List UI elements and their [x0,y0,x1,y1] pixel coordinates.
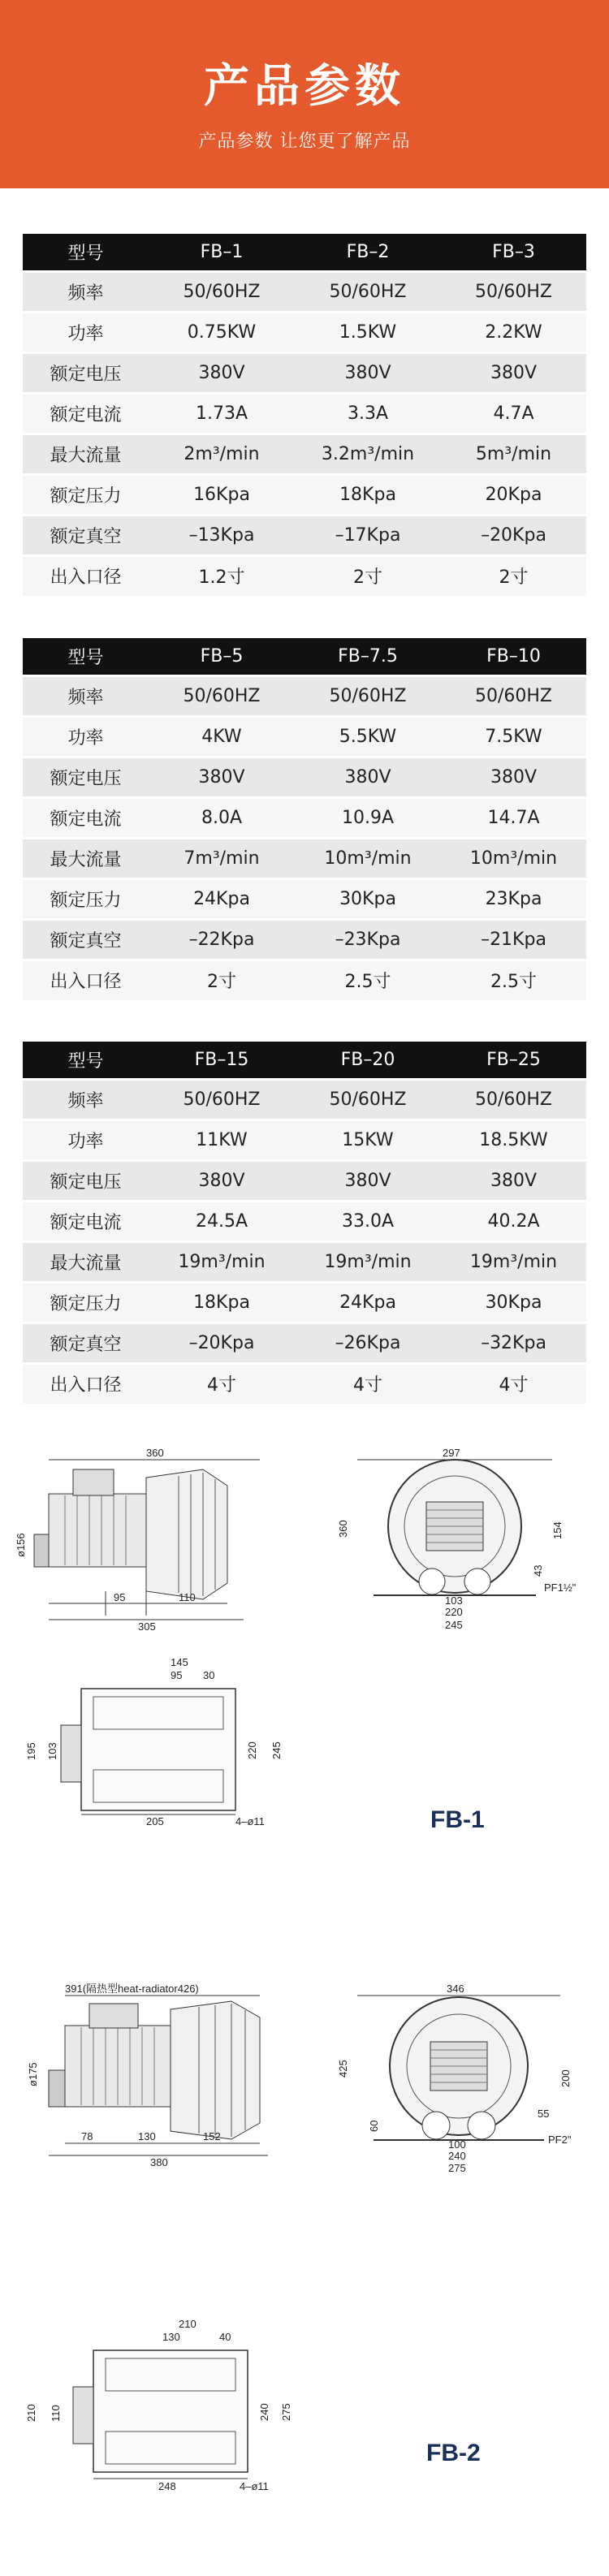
table-row [23,474,586,515]
table-cell: –20Kpa [441,515,586,555]
dim-text: 100 [448,2138,466,2151]
header-cell: FB–20 [295,1042,441,1079]
dim-text: 4–ø11 [235,1815,265,1827]
table-cell: 50/60HZ [295,1079,441,1120]
row-label: 额定压力 [23,878,149,919]
table-cell: 380V [149,757,295,797]
table-row [23,1079,586,1120]
table-cell: 50/60HZ [295,675,441,716]
table-header-row [23,1042,586,1079]
table-cell: –26Kpa [295,1323,441,1363]
table-cell: 380V [149,1160,295,1201]
dim-text: 380 [150,2156,168,2168]
table-row [23,838,586,878]
table-cell: 4.7A [441,393,586,434]
dim-text: 154 [551,1521,564,1539]
row-label: 额定真空 [23,515,149,555]
table-row [23,1120,586,1160]
table-cell: 24Kpa [295,1282,441,1323]
table-cell: 380V [295,757,441,797]
table-cell: 380V [149,352,295,393]
header-cell: 型号 [23,234,149,271]
table-cell: 18Kpa [295,474,441,515]
spec-table-3 [23,1042,586,1404]
dim-text: 346 [447,1983,464,1995]
table-cell: 2.5寸 [295,960,441,1000]
row-label: 额定压力 [23,1282,149,1323]
table-cell: 10m³/min [295,838,441,878]
row-label: 最大流量 [23,1241,149,1282]
table-row [23,1363,586,1404]
dim-text: 240 [448,2150,466,2162]
header-cell: FB–7.5 [295,638,441,675]
row-label: 功率 [23,1120,149,1160]
table-row [23,393,586,434]
table-cell: 2.5寸 [441,960,586,1000]
table-row [23,312,586,352]
header-cell: FB–2 [295,234,441,271]
table-cell: 380V [441,352,586,393]
dim-text: 103 [46,1742,58,1760]
dim-text: 60 [368,2120,380,2132]
dim-text: 95 [171,1669,183,1681]
dim-text: 391(隔热型heat-radiator426) [65,1983,199,1995]
table-row [23,271,586,312]
table-cell: 18Kpa [149,1282,295,1323]
dim-text: 210 [25,2404,37,2422]
table-cell: 1.5KW [295,312,441,352]
fb2-model-label: FB-2 [426,2440,481,2466]
header-cell: FB–1 [149,234,295,271]
row-label: 额定电流 [23,1201,149,1241]
row-label: 额定真空 [23,1323,149,1363]
header-cell: FB–25 [441,1042,586,1079]
table-cell: 0.75KW [149,312,295,352]
row-label: 频率 [23,271,149,312]
table-cell: 2寸 [295,555,441,596]
row-label: 出入口径 [23,555,149,596]
dim-text: PF1½" [544,1581,577,1594]
row-label: 功率 [23,716,149,757]
table-cell: 15KW [295,1120,441,1160]
dim-text: 275 [280,2403,292,2421]
table-cell: 2寸 [149,960,295,1000]
banner-title: 产品参数 [204,60,405,113]
dim-text: 4–ø11 [240,2480,269,2492]
header-cell: FB–10 [441,638,586,675]
fb1-front-view-drawing [325,1445,593,1632]
dim-text: 130 [138,2130,156,2142]
table-cell: 5m³/min [441,434,586,474]
row-label: 额定电流 [23,393,149,434]
dim-text: 78 [81,2130,93,2142]
table-cell: 50/60HZ [149,1079,295,1120]
table-row [23,675,586,716]
dim-text: 305 [138,1620,156,1633]
header-banner [0,0,609,188]
table-cell: 3.3A [295,393,441,434]
table-row [23,352,586,393]
table-row [23,515,586,555]
table-cell: 5.5KW [295,716,441,757]
table-row [23,1201,586,1241]
table-row [23,555,586,596]
table-row [23,1282,586,1323]
fb1-base-view-drawing [16,1656,309,1827]
dim-text: 195 [25,1742,37,1760]
row-label: 额定电压 [23,1160,149,1201]
table-cell: 10m³/min [441,838,586,878]
dim-text: 130 [162,2331,180,2343]
table-header-row [23,638,586,675]
table-cell: 380V [441,1160,586,1201]
table-cell: 20Kpa [441,474,586,515]
table-row [23,757,586,797]
dim-text: 245 [270,1741,283,1759]
dim-text: 220 [246,1741,258,1759]
table-cell: –21Kpa [441,919,586,960]
table-cell: –13Kpa [149,515,295,555]
row-label: 功率 [23,312,149,352]
dim-text: 55 [538,2108,550,2120]
dim-text: 275 [448,2162,466,2174]
table-row [23,960,586,1000]
spec-table-1 [23,234,586,596]
table-cell: 23Kpa [441,878,586,919]
dim-text: 205 [146,1815,164,1827]
table-row [23,1323,586,1363]
table-cell: 4KW [149,716,295,757]
table-cell: 50/60HZ [295,271,441,312]
table-cell: 7m³/min [149,838,295,878]
table-cell: 1.73A [149,393,295,434]
row-label: 额定电压 [23,757,149,797]
table-cell: 10.9A [295,797,441,838]
table-cell: –20Kpa [149,1323,295,1363]
table-cell: 1.2寸 [149,555,295,596]
table-cell: 50/60HZ [441,1079,586,1120]
table-cell: –23Kpa [295,919,441,960]
table-cell: 380V [295,352,441,393]
table-cell: 380V [441,757,586,797]
table-cell: 40.2A [441,1201,586,1241]
table-cell: 33.0A [295,1201,441,1241]
dim-text: 110 [179,1591,196,1603]
row-label: 出入口径 [23,960,149,1000]
row-label: 频率 [23,1079,149,1120]
table-cell: 50/60HZ [441,675,586,716]
spec-table [23,638,586,1000]
table-row [23,797,586,838]
table-row [23,434,586,474]
row-label: 额定电压 [23,352,149,393]
table-cell: 50/60HZ [149,271,295,312]
table-cell: 50/60HZ [441,271,586,312]
table-cell: 30Kpa [295,878,441,919]
dim-text: 110 [50,2405,62,2422]
table-cell: 24.5A [149,1201,295,1241]
header-cell: FB–3 [441,234,586,271]
spec-table [23,1042,586,1404]
dim-text: 360 [337,1520,349,1538]
table-cell: 3.2m³/min [295,434,441,474]
dim-text: 425 [337,2060,349,2078]
row-label: 额定压力 [23,474,149,515]
table-cell: 30Kpa [441,1282,586,1323]
table-row [23,716,586,757]
table-cell: –17Kpa [295,515,441,555]
header-cell: FB–5 [149,638,295,675]
table-row [23,1241,586,1282]
header-cell: 型号 [23,638,149,675]
fb1-model-label: FB-1 [430,1806,485,1833]
dim-text: 245 [445,1619,463,1631]
table-cell: 50/60HZ [149,675,295,716]
dim-text: 152 [203,2130,221,2142]
table-cell: 4寸 [295,1363,441,1404]
dim-text: 145 [171,1656,188,1668]
table-cell: 16Kpa [149,474,295,515]
table-row [23,919,586,960]
dim-text: 220 [445,1606,463,1618]
table-row [23,1160,586,1201]
row-label: 最大流量 [23,838,149,878]
dim-text: PF2" [548,2134,572,2146]
row-label: 最大流量 [23,434,149,474]
table-cell: 18.5KW [441,1120,586,1160]
row-label: 额定电流 [23,797,149,838]
spec-table-2 [23,638,586,1000]
table-row [23,878,586,919]
table-cell: –32Kpa [441,1323,586,1363]
header-cell: 型号 [23,1042,149,1079]
fb2-side-view-drawing [16,1981,309,2168]
row-label: 出入口径 [23,1363,149,1404]
table-cell: 2.2KW [441,312,586,352]
table-cell: 19m³/min [441,1241,586,1282]
table-cell: 7.5KW [441,716,586,757]
table-cell: 19m³/min [149,1241,295,1282]
table-header-row [23,234,586,271]
table-cell: 8.0A [149,797,295,838]
dim-text: 43 [532,1564,544,1577]
table-cell: –22Kpa [149,919,295,960]
header-cell: FB–15 [149,1042,295,1079]
table-cell: 2m³/min [149,434,295,474]
dim-text: 360 [146,1447,164,1459]
dim-text: ø156 [15,1533,27,1557]
dim-text: 297 [443,1447,460,1459]
dim-text: 40 [219,2331,231,2343]
row-label: 额定真空 [23,919,149,960]
row-label: 频率 [23,675,149,716]
dim-text: 103 [445,1594,463,1607]
dim-text: 200 [559,2069,572,2087]
dim-text: 210 [179,2318,197,2330]
fb2-base-view-drawing [16,2318,309,2496]
table-cell: 2寸 [441,555,586,596]
table-cell: 24Kpa [149,878,295,919]
table-cell: 4寸 [149,1363,295,1404]
dim-text: ø175 [27,2062,39,2086]
dim-text: 30 [203,1669,215,1681]
table-cell: 380V [295,1160,441,1201]
table-cell: 19m³/min [295,1241,441,1282]
table-cell: 11KW [149,1120,295,1160]
dim-text: 95 [114,1591,126,1603]
dim-text: 240 [258,2403,270,2421]
table-cell: 4寸 [441,1363,586,1404]
table-cell: 14.7A [441,797,586,838]
fb1-side-view-drawing [16,1445,292,1632]
fb2-front-view-drawing [325,1981,593,2176]
banner-subtitle: 产品参数 让您更了解产品 [198,132,411,152]
spec-table [23,234,586,596]
dim-text: 248 [158,2480,176,2492]
